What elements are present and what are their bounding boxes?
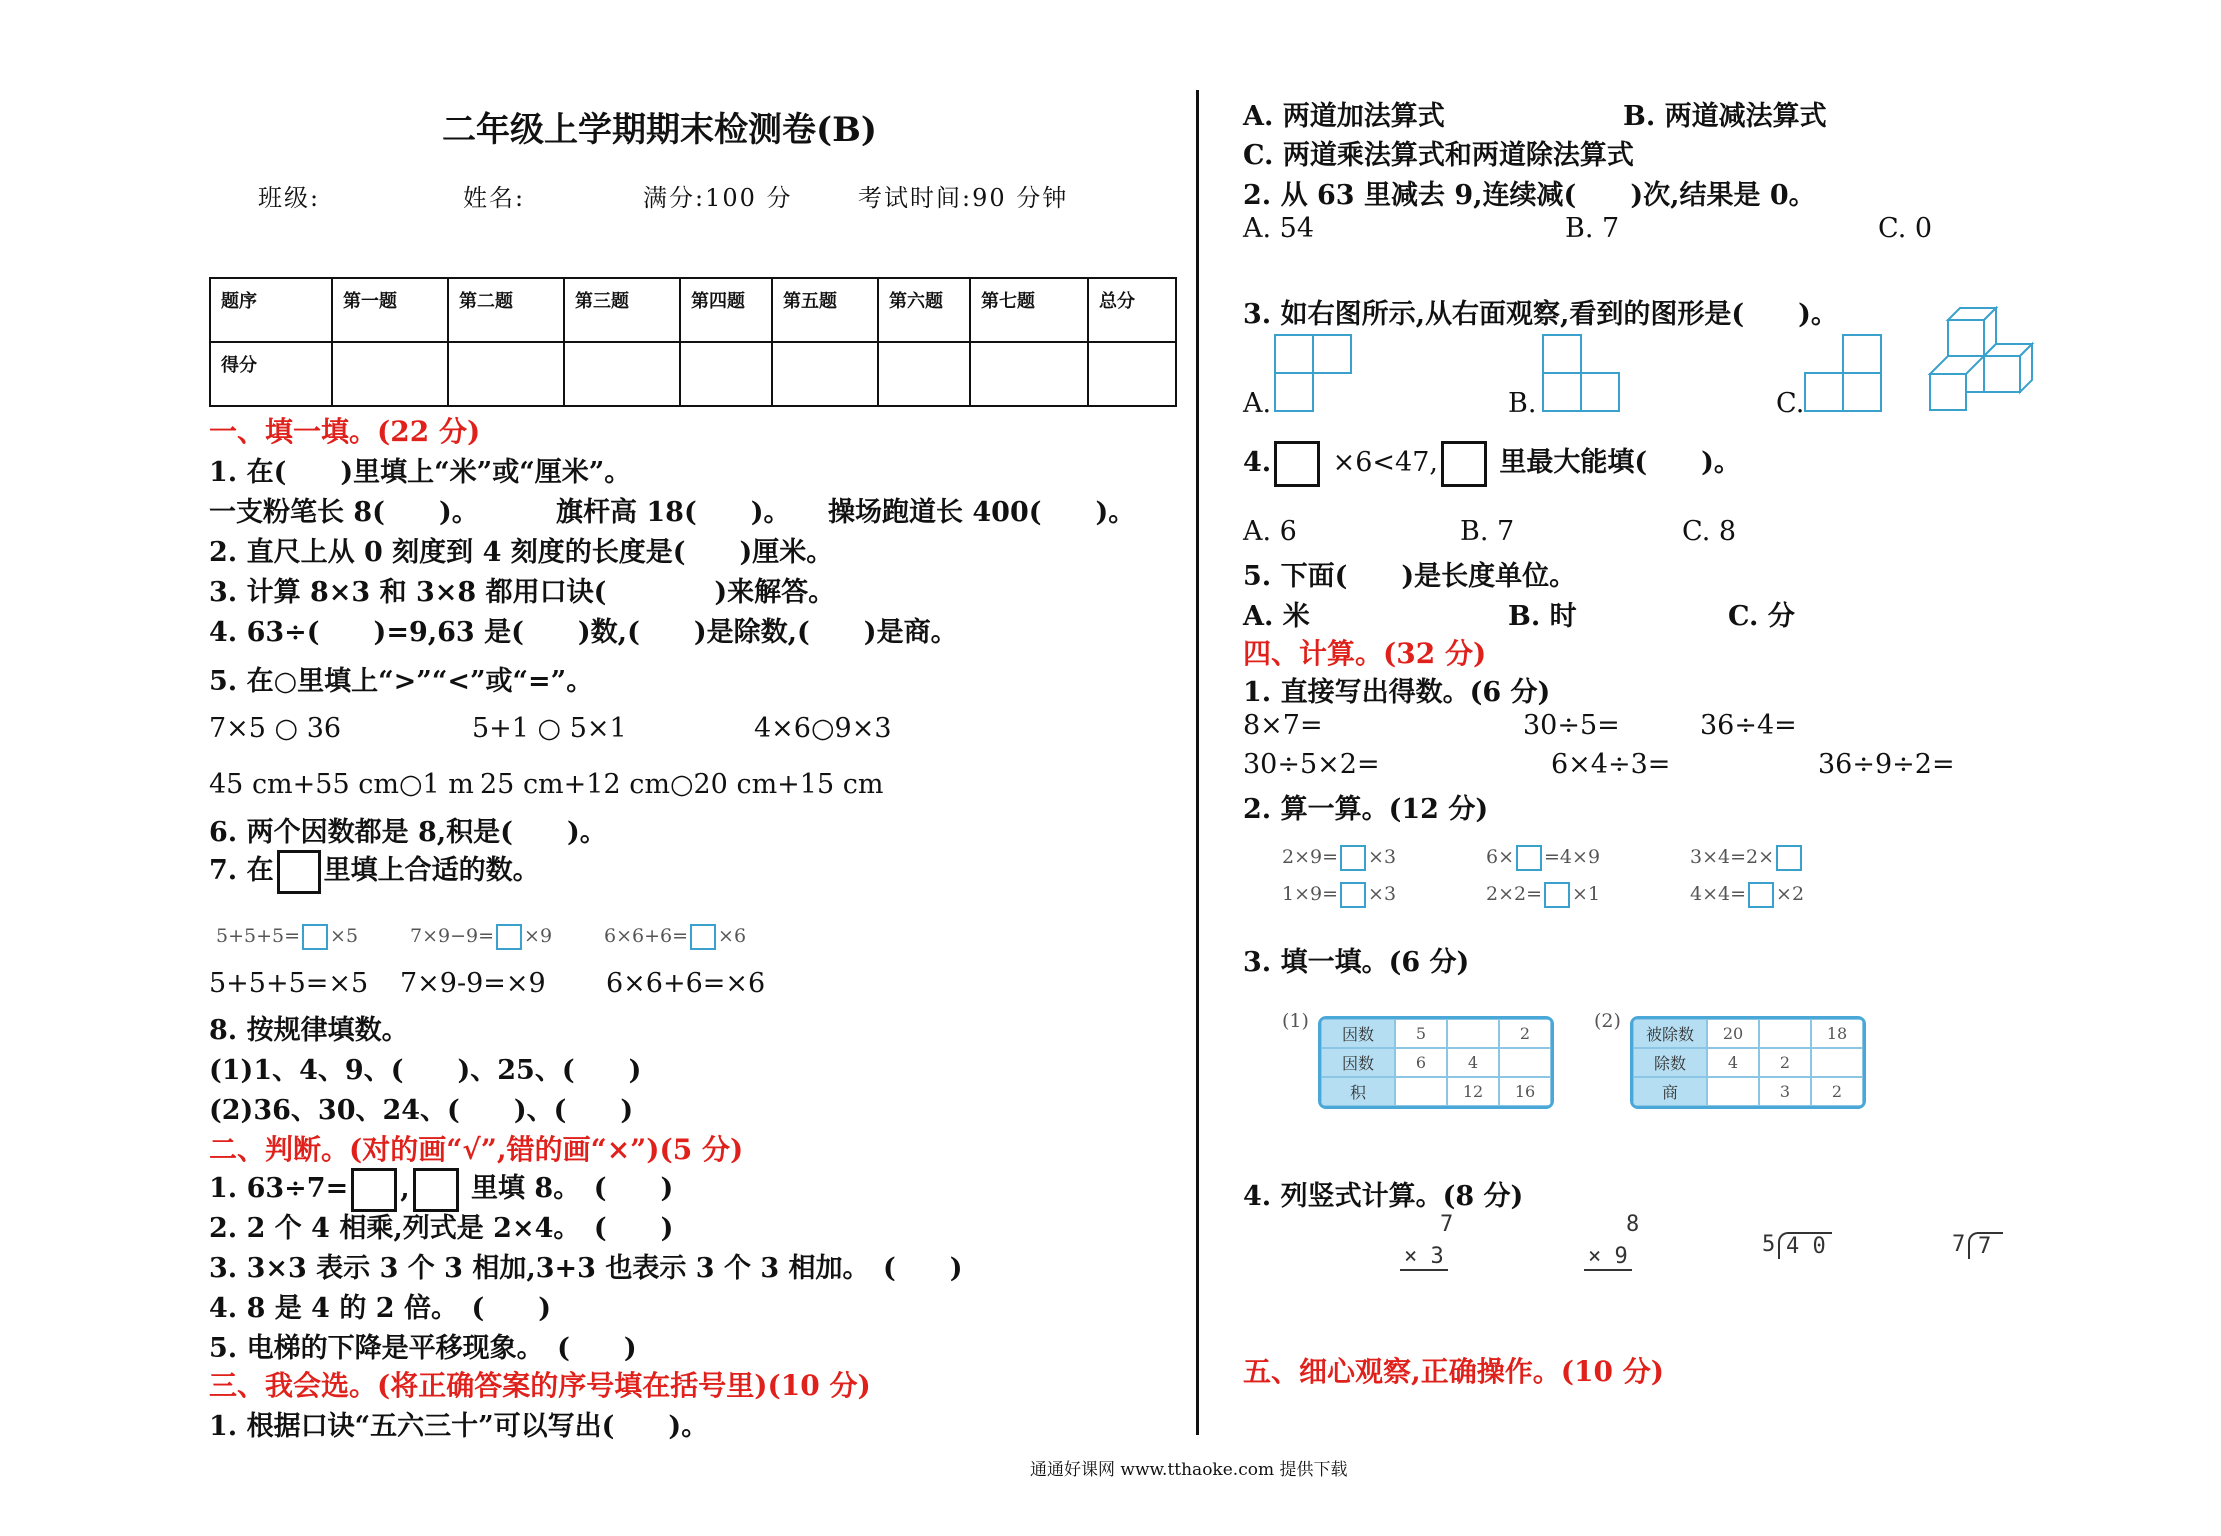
calc-item: 36÷4= — [1700, 710, 1797, 741]
s3-q4-option: B. 7 — [1460, 516, 1515, 547]
score-cell[interactable] — [680, 342, 772, 406]
s2-q5: 5. 电梯的下降是平移现象。 ( ) — [209, 1333, 637, 1364]
small-box[interactable] — [1776, 845, 1802, 871]
compare-item: 5+1 ○ 5×1 — [472, 713, 627, 744]
s3-q1: 1. 根据口诀“五六三十”可以写出( )。 — [209, 1411, 709, 1442]
small-box[interactable] — [1516, 845, 1542, 871]
s3-q3: 3. 如右图所示,从右面观察,看到的图形是( )。 — [1243, 299, 1838, 330]
s3-q3-option: B. — [1508, 388, 1537, 419]
calc-box-item: 2×9= ×3 — [1282, 845, 1396, 871]
cubes-figure — [1926, 300, 2044, 418]
s4-q2: 2. 算一算。(12 分) — [1243, 794, 1489, 825]
s3-q5: 5. 下面( )是长度单位。 — [1243, 561, 1577, 592]
s3-q3-option: C. — [1776, 388, 1805, 419]
s3-q5-option: A. 米 — [1243, 601, 1310, 632]
score-header: 第二题 — [448, 278, 564, 342]
calc-item: 30÷5= — [1523, 710, 1620, 741]
exam-time: 考试时间:90 分钟 — [858, 184, 1069, 212]
compare-item: 7×5 ○ 36 — [209, 713, 342, 744]
compare-item: 45 cm+55 cm○1 m — [209, 769, 474, 800]
s2-q2: 2. 2 个 4 相乘,列式是 2×4。 ( ) — [209, 1213, 674, 1244]
s1-q7 — [209, 848, 540, 894]
vert-bottom: × 9 — [1584, 1244, 1632, 1271]
s4-q3: 3. 填一填。(6 分) — [1243, 947, 1470, 978]
small-box[interactable] — [1340, 845, 1366, 871]
dividend: 4 0 — [1778, 1232, 1832, 1259]
column-divider — [1196, 90, 1199, 1435]
table-label: (2) — [1594, 1010, 1621, 1032]
s1-q8-2: (2)36、30、24、( )、( ) — [209, 1095, 634, 1126]
dividend: 7 — [1968, 1232, 2003, 1259]
s3-q3-option: A. — [1243, 388, 1272, 419]
s1-q1: 1. 在( )里填上“米”或“厘米”。 — [209, 457, 632, 488]
s2-q1: 1. 63÷7= , 里填 8。 ( ) — [209, 1166, 673, 1212]
small-box[interactable] — [1748, 882, 1774, 908]
s3-q1-option: B. 两道减法算式 — [1623, 101, 1827, 132]
full-score: 满分:100 分 — [643, 184, 793, 212]
square-shape — [1580, 372, 1620, 412]
score-cell[interactable] — [772, 342, 878, 406]
compare-item: 4×6○9×3 — [754, 713, 892, 744]
small-box[interactable] — [1340, 882, 1366, 908]
s3-q2: 2. 从 63 里减去 9,连续减( )次,结果是 0。 — [1243, 180, 1816, 211]
s1-q6: 6. 两个因数都是 8,积是( )。 — [209, 817, 607, 848]
vert-top: 7 — [1440, 1212, 1454, 1237]
s3-q5-option: C. 分 — [1728, 601, 1795, 632]
s3-q2-option: C. 0 — [1878, 213, 1933, 244]
score-header: 第一题 — [332, 278, 448, 342]
score-cell[interactable] — [970, 342, 1088, 406]
square-shape — [1842, 372, 1882, 412]
q7-text-item: 6×6+6=×6 — [606, 968, 766, 999]
q7-img-item: 6×6+6= ×6 — [604, 924, 746, 950]
vert-top: 8 — [1626, 1212, 1640, 1237]
square-shape — [1542, 372, 1582, 412]
table-label: (1) — [1282, 1010, 1309, 1032]
q7-text-item: 7×9-9=×9 — [400, 968, 546, 999]
q7-text-item: 5+5+5=×5 — [209, 968, 369, 999]
s3-q4-option: A. 6 — [1243, 516, 1297, 547]
s3-q4-option: C. 8 — [1682, 516, 1737, 547]
s2-q4: 4. 8 是 4 的 2 倍。 ( ) — [209, 1293, 551, 1324]
vert-bottom: × 3 — [1400, 1244, 1448, 1271]
calc-box-item: 6× =4×9 — [1486, 845, 1600, 871]
score-row-label: 得分 — [210, 342, 332, 406]
calc-box-item: 1×9= ×3 — [1282, 882, 1396, 908]
score-table — [209, 277, 1177, 407]
footer-text: 通通好课网 www.tthaoke.com 提供下载 — [1030, 1460, 1348, 1480]
calc-box-item: 4×4= ×2 — [1690, 882, 1804, 908]
answer-box[interactable] — [351, 1168, 397, 1212]
small-box[interactable] — [690, 924, 716, 950]
section-5-header: 五、细心观察,正确操作。(10 分) — [1243, 1355, 1664, 1388]
answer-box[interactable] — [1441, 441, 1487, 487]
section-4-header: 四、计算。(32 分) — [1243, 637, 1487, 670]
calc-item: 36÷9÷2= — [1818, 749, 1955, 780]
s3-q2-option: A. 54 — [1243, 213, 1315, 244]
s1-q2: 2. 直尺上从 0 刻度到 4 刻度的长度是( )厘米。 — [209, 537, 834, 568]
s1-q8-1: (1)1、4、9、( )、25、( ) — [209, 1055, 642, 1086]
square-shape — [1842, 334, 1882, 374]
s1-q7-a: 7. 在 — [209, 855, 274, 886]
s2-q3: 3. 3×3 表示 3 个 3 相加,3+3 也表示 3 个 3 相加。 ( ) — [209, 1253, 963, 1284]
score-header: 题序 — [210, 278, 332, 342]
score-cell[interactable] — [448, 342, 564, 406]
score-header: 第七题 — [970, 278, 1088, 342]
score-cell[interactable] — [564, 342, 680, 406]
page-title: 二年级上学期期末检测卷(B) — [442, 110, 877, 150]
s4-q1: 1. 直接写出得数。(6 分) — [1243, 677, 1551, 708]
compare-item: 25 cm+12 cm○20 cm+15 cm — [480, 769, 884, 800]
factor-table: 因数 5 2 因数 6 4 积 12 16 — [1318, 1016, 1554, 1109]
section-2-header: 二、判断。(对的画“√”,错的画“×”)(5 分) — [209, 1133, 744, 1166]
s1-q1-item: 操场跑道长 400( )。 — [828, 497, 1136, 528]
answer-box[interactable] — [1274, 441, 1320, 487]
s1-q7-b: 里填上合适的数。 — [323, 855, 540, 886]
small-box[interactable] — [1544, 882, 1570, 908]
square-shape — [1274, 372, 1314, 412]
s3-q5-option: B. 时 — [1508, 601, 1577, 632]
divisor: 7 — [1952, 1232, 1966, 1257]
s3-q2-option: B. 7 — [1565, 213, 1620, 244]
class-label: 班级: — [258, 184, 321, 212]
score-header: 第三题 — [564, 278, 680, 342]
s3-q4: 4. ×6<47, 里最大能填( )。 — [1243, 440, 1741, 487]
calc-item: 8×7= — [1243, 710, 1323, 741]
small-box[interactable] — [302, 924, 328, 950]
s3-q1-option: A. 两道加法算式 — [1243, 101, 1445, 132]
score-header: 总分 — [1088, 278, 1176, 342]
divisor: 5 — [1762, 1232, 1776, 1257]
score-cell[interactable] — [1088, 342, 1176, 406]
small-box[interactable] — [496, 924, 522, 950]
q7-img-item: 7×9−9= ×9 — [410, 924, 552, 950]
calc-box-item: 2×2= ×1 — [1486, 882, 1600, 908]
square-shape — [1312, 334, 1352, 374]
square-shape — [1804, 372, 1844, 412]
s1-q5: 5. 在○里填上“>”“<”或“=”。 — [209, 666, 594, 697]
answer-box[interactable] — [277, 850, 321, 894]
s1-q1-item: 旗杆高 18( )。 — [556, 497, 791, 528]
calc-box-item: 3×4=2× — [1690, 845, 1804, 871]
calc-item: 6×4÷3= — [1551, 749, 1671, 780]
section-1-header: 一、填一填。(22 分) — [209, 415, 481, 448]
divide-table: 被除数 20 18 除数 4 2 商 3 2 — [1630, 1016, 1866, 1109]
score-header: 第五题 — [772, 278, 878, 342]
s4-q4: 4. 列竖式计算。(8 分) — [1243, 1181, 1524, 1212]
q7-img-item: 5+5+5= ×5 — [216, 924, 358, 950]
section-3-header: 三、我会选。(将正确答案的序号填在括号里)(10 分) — [209, 1369, 871, 1402]
s1-q1-item: 一支粉笔长 8( )。 — [209, 497, 479, 528]
square-shape — [1274, 334, 1314, 374]
s1-q8: 8. 按规律填数。 — [209, 1015, 409, 1046]
score-cell[interactable] — [878, 342, 970, 406]
score-cell[interactable] — [332, 342, 448, 406]
square-shape — [1542, 334, 1582, 374]
name-label: 姓名: — [463, 184, 526, 212]
score-header: 第四题 — [680, 278, 772, 342]
score-header: 第六题 — [878, 278, 970, 342]
s1-q4: 4. 63÷( )=9,63 是( )数,( )是除数,( )是商。 — [209, 617, 958, 648]
s3-q1-option: C. 两道乘法算式和两道除法算式 — [1243, 140, 1634, 171]
s1-q3: 3. 计算 8×3 和 3×8 都用口诀( )来解答。 — [209, 577, 836, 608]
answer-box[interactable] — [413, 1168, 459, 1212]
calc-item: 30÷5×2= — [1243, 749, 1380, 780]
